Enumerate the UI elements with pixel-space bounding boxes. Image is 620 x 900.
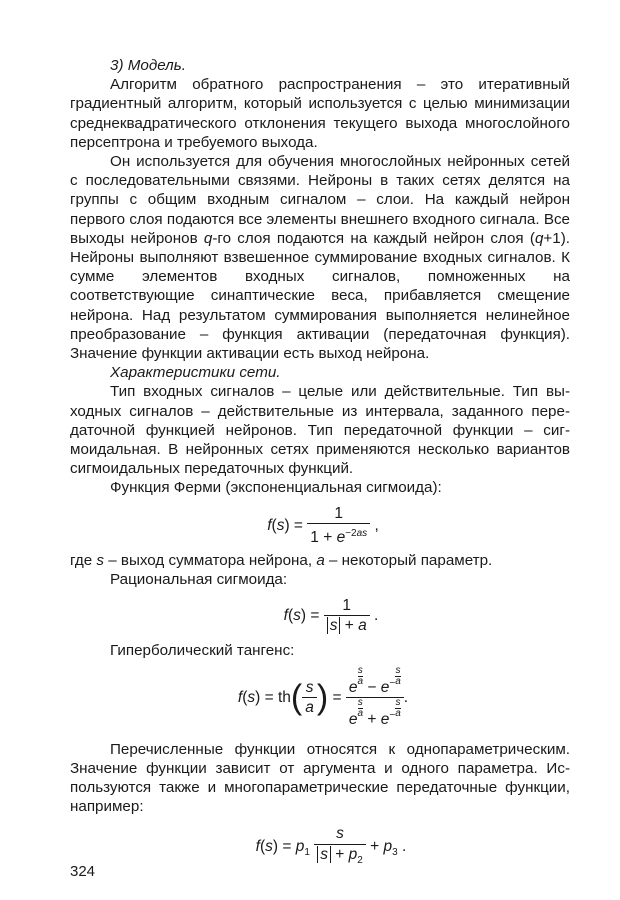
rational-label: Рациональная сигмоида: xyxy=(110,571,288,589)
paragraph-3: Тип входных сигналов – целые или действительные. Тип выходных сигналов – действительные из интервала, заданного передаточной функцией нейронов. Тип передаточной функции – сигмоидальная. В нейронных сетях применяются несколько вариантов сигмоидальных передаточных функций. xyxy=(70,383,570,478)
formula-fermi: f(s) = $\frac{1}{1 + e^{-2as}}$ , xyxy=(267,504,379,547)
tanh-label: Гиперболический тангенс: xyxy=(110,642,295,660)
subheading: Характеристики сети. xyxy=(110,364,281,382)
page-body xyxy=(70,56,570,870)
paragraph-2: Он используется для обучения многослойных нейронных сетей с последовательными связями. Нейроны в таких сетях делятся на группы с общим входным сигналом – слои. На каждый нейрон первого слоя подаются все элементы внешнего входного сигнала. Все выходы нейронов q-го слоя подаются на каждый нейрон слоя (q+1). Нейроны выполняют взвешенное суммирование входных сигналов. К сумме элементов входных сигналов, помноженных на соответствующие синаптические веса, прибавляется смещение нейрона. Над результатом суммирования выполняется нелинейное преобразование – функция активации (передаточная функция). Значение функции активации есть выход нейрона. xyxy=(70,153,570,363)
section-title: 3) Модель. xyxy=(110,57,186,74)
page-number: 324 xyxy=(70,863,96,880)
where-line: где s – выход сумматора нейрона, a – некоторый параметр. xyxy=(70,552,493,570)
paragraph-4: Перечисленные функции относятся к однопараметрическим. Значение функции зависит от аргумента и одного параметра. Используются также и многопараметрические передаточные функции, например: xyxy=(70,740,570,816)
paragraph-1: Алгоритм обратного распространения – это итеративный градиентный алгоритм, который используется с целью минимизации среднеквадратического отклонения текущего выхода многослойного персептрона и требуемого выхода. xyxy=(70,76,570,151)
formula-tanh: f(s) = th( $\frac{s}{a}$ ) = e $\frac{s}{a}$ − e− $\frac{s}{a}$ e $\frac{s}{a}$ + e− $\frac{s}{a}$ . xyxy=(237,665,409,729)
fermi-label: Функция Ферми (экспоненциальная сигмоида): xyxy=(110,479,442,497)
formula-rational: f(s) = $\frac{1}{s + a}$ . xyxy=(283,596,379,634)
formula-multiparam: $f(s) = p_1$ $\frac{s}{s + p_2}$ + $p_3$ . xyxy=(255,825,407,866)
